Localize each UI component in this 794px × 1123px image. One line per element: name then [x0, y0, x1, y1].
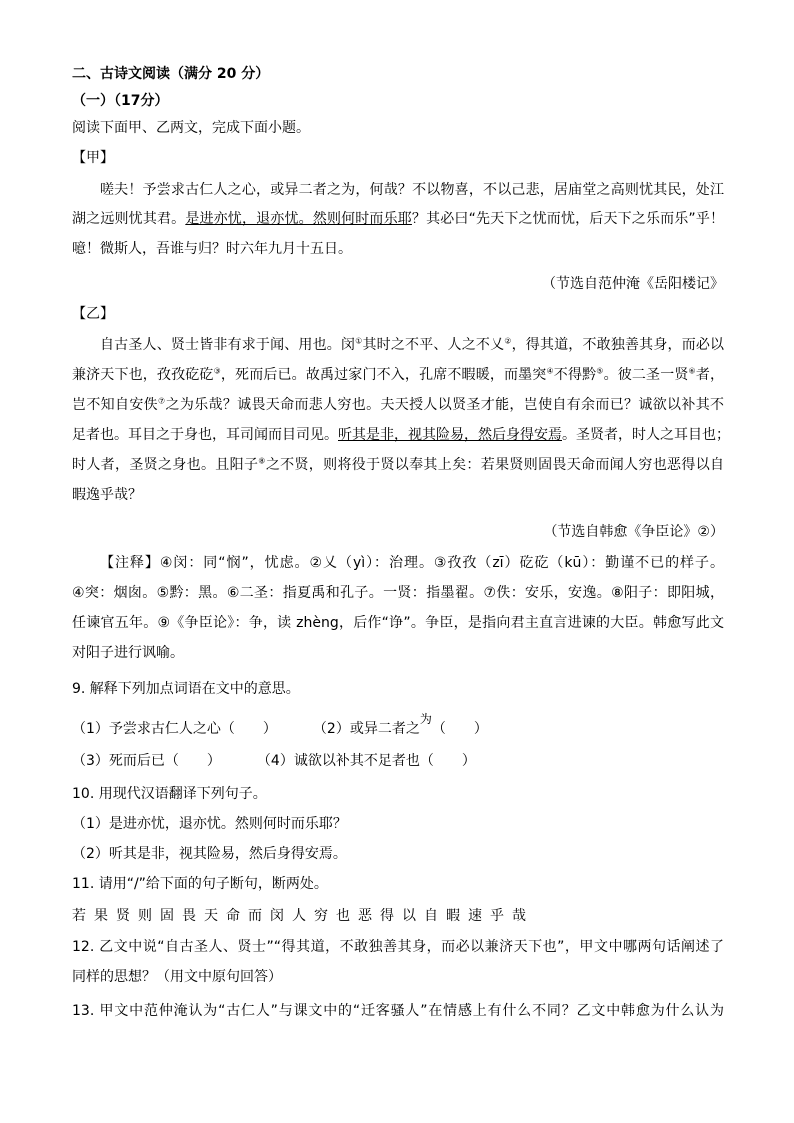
underlined-text: 听其是非，视其险易，然后身得安焉	[338, 427, 562, 443]
footnote-marker: ⑥	[688, 366, 696, 376]
note-line: 【注释】④闵：同“悯”，忧虑。②乂（yì）：治理。③孜孜（zī）矻矻（kū）：勤谨不已的样子。	[100, 555, 724, 571]
q10-item-1: （1）是进亦忧，退亦忧。然则何时而乐耶？	[72, 816, 347, 832]
note-line: 任谏官五年。⑨《争臣论》：争，读 zhèng，后作“诤”。争臣，是指向君主直言进谏的大臣。韩愈写此文	[72, 615, 724, 631]
passage-line	[72, 396, 724, 414]
text-segment: 者，	[695, 367, 725, 383]
footnote-marker: ④	[546, 366, 554, 376]
text-segment: 自古圣人、贤士皆非有求于闻、用也。闵	[100, 337, 356, 353]
passage-line	[72, 210, 724, 228]
text-segment: 不得黔	[553, 367, 597, 383]
passage-line	[100, 181, 724, 199]
text-segment: 足者也。耳目之于身也，耳司闻而目司见。	[72, 427, 338, 443]
q11-sentence: 若果贤则固畏天命而闵人穷也恶得以自暇速乎哉	[72, 908, 534, 924]
underlined-text: 是进亦忧，退亦忧。然则何时而乐耶	[185, 211, 412, 227]
note-line: ④突：烟囱。⑤黔：黑。⑥二圣：指夏禹和孔子。一贤：指墨翟。⑦佚：安乐，安逸。⑧阳子：即阳城，	[72, 585, 724, 601]
text-segment: 噫！微斯人，吾谁与归？时六年九月十五日。	[72, 241, 352, 257]
text-segment: 暇逸乎哉？	[72, 487, 142, 503]
text-segment: 嗟夫！予尝求古仁人之心，或异二者之为，何哉？不以物喜，不以己悲，居庙堂之高则忧其民，处江	[100, 182, 724, 198]
text-segment: ，得其道，不敢独善其身，而必以	[511, 337, 725, 353]
passage-line	[72, 426, 730, 444]
text-segment: ？其必曰“先天下之忧而忧，后天下之乐而乐”乎！	[411, 211, 725, 227]
q12-line: 12. 乙文中说“自古圣人、贤士”“得其道，不敢独善其身，而必以兼济天下也”，甲文中哪两句话阐述了	[72, 939, 724, 955]
footnote-marker: ②	[504, 336, 512, 346]
text-segment: 。圣贤者，时人之耳目也；	[562, 427, 730, 443]
passage-line	[100, 336, 724, 354]
q10-stem: 10. 用现代汉语翻译下列句子。	[72, 786, 267, 802]
q9-item-1: （1）予尝求古仁人之心（ ）	[72, 721, 277, 737]
q11-stem: 11. 请用“/”给下面的句子断句，断两处。	[72, 876, 328, 892]
q12-line: 同样的思想？（用文中原句回答）	[72, 969, 282, 985]
section-title: 二、古诗文阅读（满分 20 分）	[72, 66, 270, 82]
q9-item-2: （2）或异二者之$^为$（ ）	[312, 712, 488, 737]
text-segment: 之为乐哉？诚畏天命而悲人穷也。夫天授人以贤圣才能，岂使自有余而已？诚欲以补其不	[165, 397, 725, 413]
q9-stem: 9. 解释下列加点词语在文中的意思。	[72, 681, 300, 697]
text-segment: 岂不知自安佚	[72, 397, 158, 413]
q13-line: 13. 甲文中范仲淹认为“古仁人”与课文中的“迁客骚人”在情感上有什么不同？乙文中韩愈为什么认为	[72, 1003, 724, 1019]
footnote-marker: ⑦	[157, 396, 166, 406]
text-segment: 时人者，圣贤之身也。且阳子	[72, 457, 259, 473]
footnote-marker: ③	[213, 366, 221, 376]
instruction: 阅读下面甲、乙两文，完成下面小题。	[72, 120, 310, 136]
q9-row-2	[72, 752, 724, 770]
text-segment: 其时之不平、人之不乂	[362, 337, 505, 353]
text-segment: 。彼二圣一贤	[603, 367, 689, 383]
passage-line	[72, 240, 724, 258]
passage-line	[72, 366, 724, 384]
note-line: 对阳子进行讽喻。	[72, 645, 184, 661]
q9-row-1	[72, 712, 724, 738]
footnote-marker: ⑤	[596, 366, 604, 376]
text-segment: 兼济天下也，孜孜矻矻	[72, 367, 214, 383]
jia-label: 【甲】	[72, 150, 114, 166]
q9-item-4: （4）诚欲以补其不足者也（ ）	[256, 753, 476, 769]
text-segment: 湖之远则忧其君。	[72, 211, 186, 227]
dotted-word: 为	[419, 712, 432, 727]
yi-source: （节选自韩愈《争臣论》②）	[543, 524, 724, 540]
q10-item-2: （2）听其是非，视其险易，然后身得安焉。	[72, 846, 347, 862]
yi-label: 【乙】	[72, 306, 114, 322]
text-segment: ，死而后已。故禹过家门不入，孔席不暇暖，而墨突	[220, 367, 547, 383]
q9-item-3: （3）死而后已（ ）	[72, 753, 221, 769]
jia-source: （节选自范仲淹《岳阳楼记》	[542, 276, 724, 292]
passage-line	[72, 456, 724, 474]
text-segment: 之不贤，则将役于贤以奉其上矣：若果贤则固畏天命而闻人穷也恶得以自	[265, 457, 725, 473]
footnote-marker: ⑧	[258, 456, 266, 466]
passage-line	[72, 486, 724, 504]
part-title: （一）（17分）	[72, 93, 169, 109]
footnote-marker: ①	[355, 336, 363, 346]
